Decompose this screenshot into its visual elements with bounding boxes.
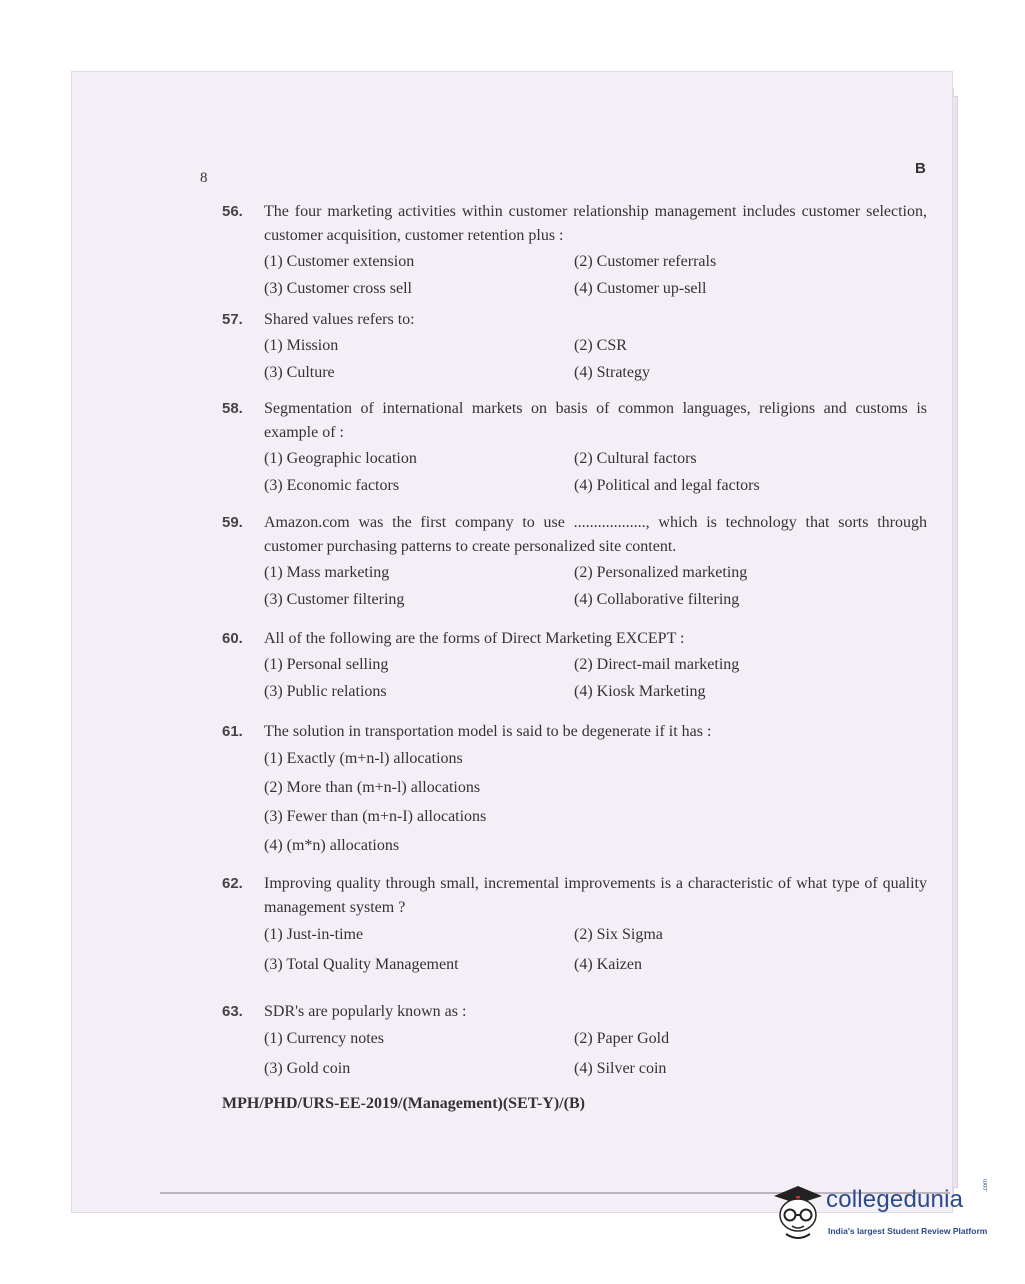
- question-text: Amazon.com was the first company to use .................., which is technology that sorts through customer purchasing patterns to create personalized site content.: [264, 514, 927, 555]
- options: [264, 248, 927, 302]
- option-1: (1) Currency notes: [264, 1030, 384, 1047]
- option-1: (1) Customer extension: [264, 252, 415, 270]
- question-number: 63.: [222, 1003, 243, 1020]
- option-1: (1) Exactly (m+n-l) allocations: [264, 749, 463, 767]
- question-60: [222, 627, 927, 705]
- option-2: (2) More than (m+n-l) allocations: [264, 778, 481, 796]
- collegedunia-logo: [768, 1178, 993, 1250]
- option-2: (2) Personalized marketing: [574, 563, 748, 581]
- question-63: [222, 1000, 927, 1084]
- option-3: (3) Public relations: [264, 682, 387, 700]
- option-2: (2) Customer referrals: [574, 252, 717, 270]
- brand-name: collegedunia: [826, 1186, 964, 1213]
- options: [264, 744, 927, 860]
- option-1: (1) Just-in-time: [264, 926, 364, 943]
- question-number: 60.: [222, 630, 243, 647]
- set-letter: B: [915, 160, 926, 177]
- option-3: (3) Customer cross sell: [264, 279, 412, 297]
- option-2: (2) Direct-mail marketing: [574, 655, 740, 673]
- option-2: (2) Cultural factors: [574, 449, 697, 467]
- question-58: [222, 397, 927, 499]
- question-56: [222, 200, 927, 302]
- question-62: [222, 872, 927, 980]
- option-4: (4) Strategy: [574, 363, 650, 381]
- option-4: (4) Political and legal factors: [574, 476, 760, 494]
- option-3: (3) Fewer than (m+n-I) allocations: [264, 807, 487, 825]
- paper-code: MPH/PHD/URS-EE-2019/(Management)(SET-Y)/(B): [222, 1095, 585, 1112]
- question-number: 57.: [222, 311, 243, 328]
- options: [264, 1024, 927, 1084]
- option-3: (3) Gold coin: [264, 1060, 351, 1077]
- graduate-mascot-icon: [768, 1182, 826, 1244]
- brand-tagline: India's largest Student Review Platform: [828, 1226, 988, 1236]
- question-text: All of the following are the forms of Direct Marketing EXCEPT :: [264, 630, 685, 647]
- option-2: (2) CSR: [574, 336, 627, 354]
- options: [264, 651, 927, 705]
- question-text: Shared values refers to:: [264, 311, 415, 328]
- question-text: Improving quality through small, incremental improvements is a characteristic of what type of quality management system ?: [264, 875, 927, 916]
- option-1: (1) Personal selling: [264, 655, 389, 673]
- question-number: 58.: [222, 400, 243, 417]
- question-59: [222, 511, 927, 613]
- question-text: The solution in transportation model is said to be degenerate if it has :: [264, 723, 712, 740]
- question-text: Segmentation of international markets on basis of common languages, religions and customs is example of :: [264, 400, 927, 441]
- option-3: (3) Customer filtering: [264, 590, 405, 608]
- options: [264, 445, 927, 499]
- question-number: 56.: [222, 203, 243, 220]
- option-2: (2) Paper Gold: [574, 1030, 670, 1047]
- option-3: (3) Economic factors: [264, 476, 400, 494]
- option-2: (2) Six Sigma: [574, 926, 663, 943]
- question-text: SDR's are popularly known as :: [264, 1003, 467, 1020]
- options: [264, 920, 927, 980]
- option-3: (3) Total Quality Management: [264, 956, 459, 973]
- question-number: 62.: [222, 875, 243, 892]
- option-1: (1) Geographic location: [264, 449, 417, 467]
- brand-domain: .com: [983, 1178, 989, 1192]
- option-4: (4) Collaborative filtering: [574, 590, 740, 608]
- page-number: 8: [200, 170, 208, 186]
- options: [264, 332, 927, 386]
- option-4: (4) Customer up-sell: [574, 279, 707, 297]
- question-number: 61.: [222, 723, 243, 740]
- question-61: [222, 720, 927, 860]
- option-4: (4) Kaizen: [574, 956, 642, 973]
- option-4: (4) (m*n) allocations: [264, 836, 400, 854]
- options: [264, 559, 927, 613]
- question-number: 59.: [222, 514, 243, 531]
- question-57: [222, 308, 927, 386]
- option-4: (4) Silver coin: [574, 1060, 667, 1077]
- option-1: (1) Mission: [264, 336, 339, 354]
- question-text: The four marketing activities within customer relationship management includes customer selection, customer acquisition, customer retention plus :: [264, 203, 927, 244]
- option-3: (3) Culture: [264, 363, 335, 381]
- option-4: (4) Kiosk Marketing: [574, 682, 706, 700]
- option-1: (1) Mass marketing: [264, 563, 390, 581]
